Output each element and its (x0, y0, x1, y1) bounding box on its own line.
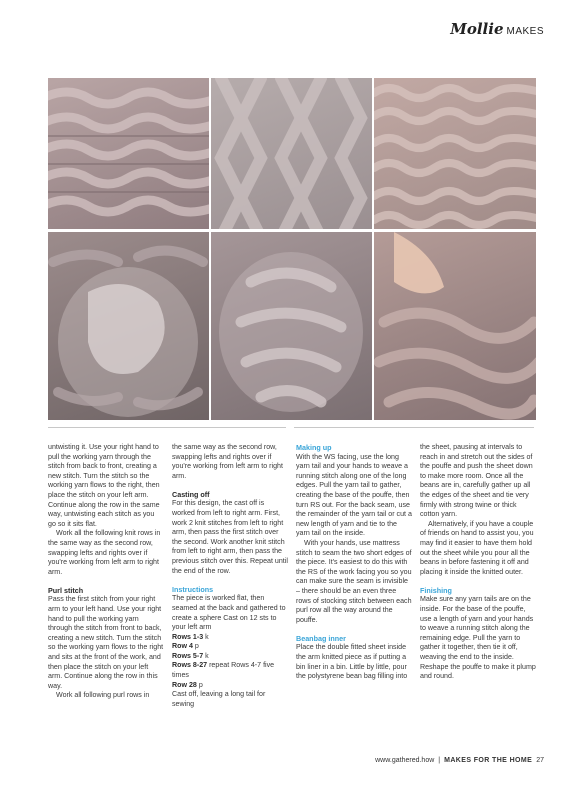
divider-right (294, 427, 534, 428)
paragraph: the sheet, pausing at intervals to reach in and stretch out the sides of the pouffe and push the sheet down to make more room. Once all the beans are in, carefully gather up all the edges of the sheet and tie very firmly with strong twine or thick cotton yarn. (420, 443, 533, 519)
knitted-rows-photo (48, 78, 209, 229)
pattern-row: Rows 8-27 repeat Rows 4-7 five times (172, 661, 275, 680)
text-column-3 (296, 443, 412, 682)
pouffe-finishing-photo (374, 232, 536, 420)
paragraph: Place the double fitted sheet inside the arm knitted piece as if putting a bin liner in a bin. Little by little, pour the polystyrene bean bag filling into (296, 643, 408, 681)
pouffe-shaping-photo (48, 232, 209, 420)
pouffe-gathered-photo (211, 232, 372, 420)
paragraph: With your hands, use mattress stitch to seam the two short edges of the piece. It's easiest to do this with the RS of the work facing you so you can make sure the seam is invisible – there should be an even three rows of stocking stitch between each purl row all the way around the pouffe. (296, 538, 412, 624)
paragraph: the same way as the second row, swapping lefts and rights over if you're working from left arm to right arm. (172, 443, 283, 480)
heading-instructions: Instructions (172, 584, 214, 594)
paragraph: Make sure any yarn tails are on the inside. For the base of the pouffe, use a length of yarn and your hands to weave a running stitch along the remaining edge. Pull the yarn to gather it together, then tie it off, weaving the end to the inside. Reshape the pouffe to make it plump and round. (420, 595, 536, 681)
paragraph: Work all the following knit rows in the same way as the second row, swapping lefts and rights over if you're working from left arm to right arm. (48, 529, 161, 576)
pattern-row: Rows 5-7 k (172, 651, 209, 660)
text-column-1 (48, 443, 164, 701)
divider-left (48, 427, 286, 428)
heading-casting-off: Casting off (172, 489, 210, 499)
brand-script: Mollie (450, 20, 504, 38)
paragraph: untwisting it. Use your right hand to pull the working yarn through the stitch from back to front, creating a new stitch. Turn the stitch so the working yarn flows to the right, then place the stitch on your left arm. Continue along the row in the same way, untwisting each stitch as you go so it sits flat. (48, 443, 160, 528)
paragraph: With the WS facing, use the long yarn tail and your hands to weave a running stitch along one of the long edges. Pull the yarn tail to gather, creating the base of the pouffe, then turn RS out. For the back seam, use the remainder of the yarn tail or cut a new length of yarn and tie to the yarn tail on the inside. (296, 452, 412, 538)
footer-separator: | (438, 757, 441, 764)
text-column-4 (420, 443, 536, 682)
page-footer (375, 757, 544, 764)
paragraph: Work all following purl rows in (56, 691, 150, 700)
photo-grid (48, 78, 536, 420)
knit-stitch-closeup-photo (211, 78, 372, 229)
brand-logo (450, 20, 544, 38)
pattern-row: Row 4 p (172, 642, 199, 651)
brand-makes: MAKES (506, 26, 544, 37)
page-number: 27 (536, 757, 544, 764)
paragraph: Pass the first stitch from your right arm to your left hand. Use your right hand to pull the working yarn through the stitch from front to back, creating a new stitch. Turn the stitch so the working yarn flows to the right and sits at the front of the work, and then place the stitch on your left arm. Continue along the row in this way. (48, 595, 164, 690)
paragraph: Cast off, leaving a long tail for sewing (172, 690, 266, 708)
footer-section: MAKES FOR THE HOME (444, 757, 533, 764)
heading-purl-stitch: Purl stitch (48, 585, 84, 595)
paragraph: For this design, the cast off is worked from left to right arm. First, work 2 knit stitches from left to right arm, then pass the first stitch over the second. Work another knit stitch from left to right arm, then pass the previous stitch over this. Repeat until the end of the row. (172, 499, 288, 575)
text-column-2 (172, 443, 288, 709)
heading-making-up: Making up (296, 443, 332, 452)
paragraph: Alternatively, if you have a couple of friends on hand to assist you, you may find it easier to have them hold out the sheet while you pour all the beans in before fastening it off and placing it inside the knitted outer. (420, 519, 534, 576)
purl-ridges-photo (374, 78, 536, 229)
heading-beanbag-inner: Beanbag inner (296, 633, 346, 643)
pattern-row: Rows 1-3 k (172, 632, 209, 641)
footer-url: www.gathered.how (375, 757, 435, 764)
paragraph: The piece is worked flat, then seamed at the back and gathered to create a sphere Cast on 12 sts to your left arm (172, 594, 286, 632)
heading-finishing: Finishing (420, 585, 452, 595)
pattern-row: Row 28 p (172, 680, 203, 689)
